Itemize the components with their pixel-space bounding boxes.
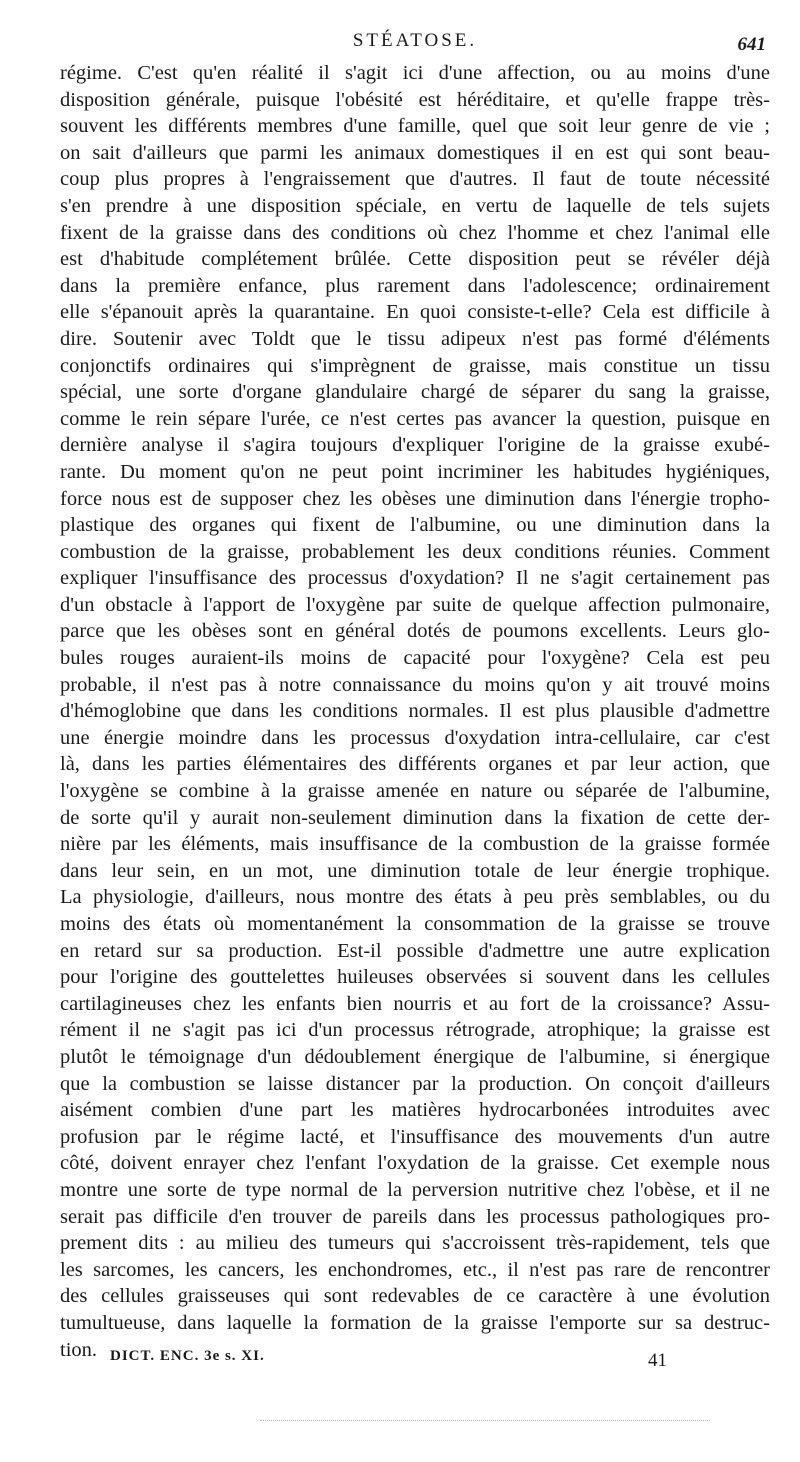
text-line: plutôt le témoignage d'un dédoublement énergique de l'albumine, si énergique: [60, 1045, 770, 1068]
text-line: que la combustion se laisse distancer par la production. On conçoit d'ailleurs: [60, 1072, 770, 1095]
page-footer: [60, 1348, 770, 1378]
signature-mark: 41: [648, 1350, 667, 1371]
text-line: probable, il n'est pas à notre connaissance du moins qu'on y ait trouvé moins: [60, 673, 770, 696]
text-line: des cellules graisseuses qui sont redevables de ce caractère à une évolution: [60, 1285, 770, 1308]
text-line: on sait d'ailleurs que parmi les animaux domestiques il en est qui sont beau-: [60, 141, 770, 164]
text-line: l'oxygène se combine à la graisse amenée en nature ou séparée de l'albumine,: [60, 780, 770, 803]
text-line: prement dits : au milieu des tumeurs qui s'accroissent très-rapidement, tels que: [60, 1232, 770, 1255]
text-line: dernière analyse il s'agira toujours d'expliquer l'origine de la graisse exubé-: [60, 434, 770, 457]
text-line: disposition générale, puisque l'obésité est héréditaire, et qu'elle frappe très-: [60, 88, 770, 111]
body-text: [60, 60, 770, 1363]
text-line: spécial, une sorte d'organe glandulaire chargé de séparer du sang la graisse,: [60, 381, 770, 404]
text-line: nière par les éléments, mais insuffisance de la combustion de la graisse formée: [60, 833, 770, 856]
text-line: bules rouges auraient-ils moins de capacité pour l'oxygène? Cela est peu: [60, 647, 770, 670]
text-line: souvent les différents membres d'une famille, quel que soit leur genre de vie ;: [60, 115, 770, 138]
text-line: côté, doivent enrayer chez l'enfant l'oxydation de la graisse. Cet exemple nous: [60, 1152, 770, 1175]
text-line: expliquer l'insuffisance des processus d'oxydation? Il ne s'agit certainement pas: [60, 567, 770, 590]
text-line: tumultueuse, dans laquelle la formation de la graisse l'emporte sur sa destruc-: [60, 1311, 770, 1334]
text-line: plastique des organes qui fixent de l'albumine, ou une diminution dans la: [60, 514, 770, 537]
text-line: dans leur sein, en un mot, une diminution totale de leur énergie trophique.: [60, 859, 770, 882]
text-line: La physiologie, d'ailleurs, nous montre des états à peu près semblables, ou du: [60, 886, 770, 909]
text-line: en retard sur sa production. Est-il possible d'admettre une autre explication: [60, 939, 770, 962]
text-line: profusion par le régime lacté, et l'insuffisance des mouvements d'un autre: [60, 1125, 770, 1148]
text-line: montre une sorte de type normal de la perversion nutritive chez l'obèse, et il ne: [60, 1178, 770, 1201]
text-line: rante. Du moment qu'on ne peut point incriminer les habitudes hygiéniques,: [60, 460, 770, 483]
text-line: est d'habitude complétement brûlée. Cette disposition peut se révéler déjà: [60, 248, 770, 271]
text-line: de sorte qu'il y aurait non-seulement diminution dans la fixation de cette der-: [60, 806, 770, 829]
text-line: combustion de la graisse, probablement les deux conditions réunies. Comment: [60, 540, 770, 563]
running-title: STÉATOSE.: [352, 30, 478, 51]
text-line: tion.: [60, 1338, 98, 1361]
page-number: 641: [737, 34, 766, 55]
text-line: aisément combien d'une part les matières hydrocarbonées introduites avec: [60, 1099, 770, 1122]
text-line: elle s'épanouit après la quarantaine. En quoi consiste-t-elle? Cela est difficile à: [60, 301, 770, 324]
printer-signature: DICT. ENC. 3e s. XI.: [110, 1348, 265, 1364]
text-line: moins des états où momentanément la consommation de la graisse se trouve: [60, 913, 770, 935]
text-line: force nous est de supposer chez les obèses une diminution dans l'énergie tropho-: [60, 487, 770, 510]
text-line: s'en prendre à une disposition spéciale, en vertu de laquelle de tels sujets: [60, 194, 770, 217]
text-line: conjonctifs ordinaires qui s'imprègnent de graisse, mais constitue un tissu: [60, 354, 770, 377]
text-line: d'un obstacle à l'apport de l'oxygène par suite de quelque affection pulmonaire,: [60, 593, 770, 616]
text-line: coup plus propres à l'engraissement que d'autres. Il faut de toute nécessité: [60, 168, 770, 191]
text-line: pour l'origine des gouttelettes huileuses observées si souvent dans les cellules: [60, 966, 770, 989]
text-line: dire. Soutenir avec Toldt que le tissu adipeux n'est pas formé d'éléments: [60, 327, 770, 350]
running-head: [60, 30, 770, 60]
text-line: comme le rein sépare l'urée, ce n'est certes pas avancer la question, puisque en: [60, 407, 770, 430]
text-line: dans la première enfance, plus rarement dans l'adolescence; ordinairement: [60, 274, 770, 297]
text-line: régime. C'est qu'en réalité il s'agit ici d'une affection, ou au moins d'une: [60, 62, 770, 84]
text-line: d'hémoglobine que dans les conditions normales. Il est plus plausible d'admettre: [60, 700, 770, 723]
text-line: rément il ne s'agit pas ici d'un processus rétrograde, atrophique; la graisse est: [60, 1019, 770, 1042]
text-line: parce que les obèses sont en général dotés de poumons excellents. Leurs glo-: [60, 620, 770, 643]
text-line: une énergie moindre dans les processus d'oxydation intra-cellulaire, car c'est: [60, 726, 770, 749]
text-line: les sarcomes, les cancers, les enchondromes, etc., il n'est pas rare de rencontrer: [60, 1258, 770, 1281]
bottom-dotted-rule: [260, 1420, 710, 1422]
text-line: fixent de la graisse dans des conditions où chez l'homme et chez l'animal elle: [60, 221, 770, 244]
text-line: là, dans les parties élémentaires des différents organes et par leur action, que: [60, 753, 770, 776]
text-line: cartilagineuses chez les enfants bien nourris et au fort de la croissance? Assu-: [60, 992, 770, 1015]
text-line: serait pas difficile d'en trouver de pareils dans les processus pathologiques pro-: [60, 1205, 770, 1228]
